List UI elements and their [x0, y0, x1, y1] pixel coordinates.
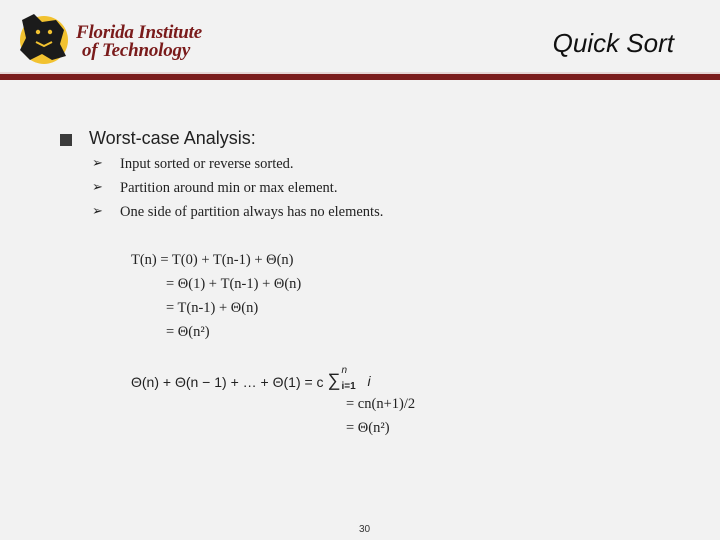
panther-mascot-icon: [12, 10, 76, 66]
recurrence-line-2: = Θ(1) + T(n-1) + Θ(n): [166, 276, 302, 292]
sum-lower-limit: i=1: [341, 381, 356, 392]
sigma-symbol: ∑: [327, 370, 341, 390]
sub-bullet-text: Input sorted or reverse sorted.: [120, 156, 294, 172]
sub-bullet-text: Partition around min or max element.: [120, 180, 338, 196]
summation-lhs: Θ(n) + Θ(n − 1) + … + Θ(1) = c: [131, 374, 324, 390]
square-bullet-icon: [60, 134, 72, 146]
page-number: 30: [359, 524, 371, 535]
summation-line-1: [131, 365, 373, 392]
sum-variable: i: [367, 373, 371, 389]
recurrence-line-1: T(n) = T(0) + T(n-1) + Θ(n): [131, 252, 294, 268]
summation-line-3: = Θ(n²): [346, 420, 390, 436]
sub-bullet-text: One side of partition always has no elements.: [120, 204, 384, 220]
summation-line-2: = cn(n+1)/2: [346, 396, 416, 412]
header-rule: [0, 74, 720, 80]
slide-title: Quick Sort: [552, 28, 674, 58]
arrow-bullet-icon: ➢: [92, 156, 103, 171]
summation-expression: [327, 365, 373, 392]
sum-upper-limit: n: [341, 365, 348, 376]
recurrence-line-4: = Θ(n²): [166, 324, 210, 340]
arrow-bullet-icon: ➢: [92, 180, 103, 195]
arrow-bullet-icon: ➢: [92, 204, 103, 219]
main-bullet-text: Worst-case Analysis:: [89, 128, 256, 148]
logo-line-1: Florida Institute: [76, 22, 202, 43]
fit-logo: [12, 10, 202, 66]
logo-line-2: of Technology: [82, 40, 191, 61]
recurrence-line-3: = T(n-1) + Θ(n): [166, 300, 259, 316]
